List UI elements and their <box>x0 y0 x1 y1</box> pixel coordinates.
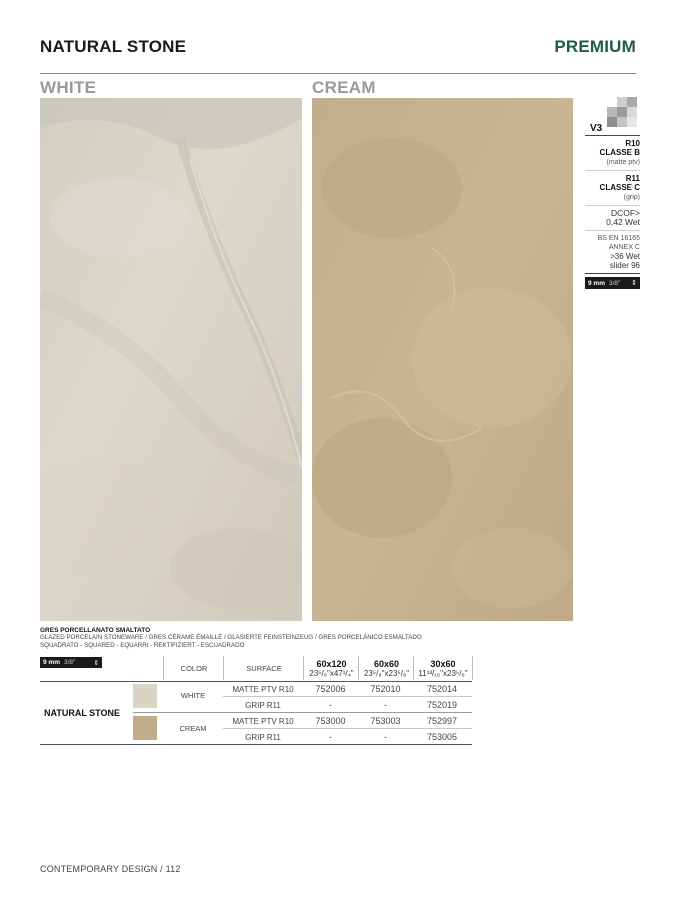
r10-title: R10 <box>625 139 640 148</box>
r11-title: R11 <box>625 174 640 183</box>
table-thickness-badge <box>40 657 102 668</box>
row-3-code-2: 753003 <box>370 716 401 726</box>
bs-line-2: ANNEX C <box>608 244 640 251</box>
size-2-main: 60x60 <box>373 658 400 669</box>
r10-note: (matte ptv) <box>606 159 640 166</box>
swatch-label-cream: CREAM <box>312 78 376 97</box>
row-1-code-3: 752014 <box>426 684 458 694</box>
size-3-main: 30x60 <box>430 658 456 669</box>
row-1-code-2: 752010 <box>370 684 401 694</box>
bs-line-4: slider 96 <box>609 261 640 270</box>
table-row-divider <box>223 696 472 697</box>
row-color-white: WHITE <box>180 691 206 700</box>
color-chip-white <box>133 684 157 708</box>
header-divider <box>40 73 636 74</box>
bs-line-1: BS EN 16165 <box>597 235 640 242</box>
column-header-color <box>163 656 224 680</box>
thickness-mm: 9 mm <box>588 279 605 287</box>
row-4-code-1: - <box>329 732 332 742</box>
thickness-in: 3/8" <box>608 279 621 287</box>
swatch-image-white <box>40 98 302 621</box>
bs-spec <box>585 231 640 274</box>
description-line-1: GLAZED PORCELAIN STONEWARE / GRES CÉRAME ÉMAILLÉ / GLASIERTE FEINSTEINZEUG / GRES PORCELÁNICO ESMALTADO <box>40 634 422 642</box>
column-header-color-label: COLOR <box>180 663 208 673</box>
row-3-code-3: 752997 <box>426 716 458 726</box>
variation-icon <box>607 97 637 127</box>
table-group-divider <box>133 712 472 713</box>
row-3-code-1: 753000 <box>315 716 346 726</box>
page-footer: CONTEMPORARY DESIGN / 112 <box>40 864 181 874</box>
size-3-sub: 11¹³/₁₆"x23⁵/₈" <box>418 668 468 678</box>
row-2-code-2: - <box>384 700 387 710</box>
color-chip-cream <box>133 716 157 740</box>
table-header-rule <box>40 681 472 682</box>
column-header-size-3 <box>413 656 473 680</box>
product-description <box>40 627 480 649</box>
row-1-code-1: 752006 <box>315 684 346 694</box>
size-2-sub: 23⁵/₈"x23⁵/₈" <box>363 668 410 678</box>
r10-class: CLASSE B <box>599 148 640 157</box>
row-4-surface: GRIP R11 <box>245 733 281 742</box>
row-2-surface: GRIP R11 <box>245 701 281 710</box>
description-heading: GRES PORCELLANATO SMALTATO <box>40 627 151 634</box>
row-2-code-3: 752019 <box>426 700 458 710</box>
r11-class: CLASSE C <box>599 183 640 192</box>
premium-badge: PREMIUM <box>554 37 636 56</box>
column-header-size-1 <box>303 656 359 680</box>
dcof-line-2: 0,42 Wet <box>606 217 640 227</box>
table-thickness-mm: 9 mm <box>43 659 60 666</box>
column-header-surface <box>223 656 304 680</box>
r11-note: (grip) <box>623 194 640 201</box>
r10-spec <box>585 136 640 171</box>
table-bottom-rule <box>40 744 472 745</box>
swatch-label-white: WHITE <box>40 78 97 97</box>
dcof-line-1: DCOF> <box>610 208 640 218</box>
up-down-arrow-icon: ⇕ <box>93 659 99 667</box>
row-4-code-3: 753005 <box>426 732 458 742</box>
size-1-sub: 23⁵/₈"x47¹/₄" <box>309 668 354 678</box>
size-1-main: 60x120 <box>316 658 347 669</box>
row-1-surface: MATTE PTV R10 <box>232 685 294 694</box>
series-name: NATURAL STONE <box>44 708 121 718</box>
dcof-spec <box>585 206 640 231</box>
up-down-arrow-icon: ⇕ <box>631 279 637 287</box>
r11-spec <box>585 171 640 206</box>
row-2-code-1: - <box>329 700 332 710</box>
row-4-code-2: - <box>384 732 387 742</box>
spec-sidebar <box>585 97 640 289</box>
row-3-surface: MATTE PTV R10 <box>232 717 294 726</box>
table-thickness-in: 3/8" <box>63 659 76 666</box>
row-color-cream: CREAM <box>179 724 207 733</box>
column-header-surface-label: SURFACE <box>246 663 282 673</box>
table-row-divider <box>223 728 472 729</box>
column-header-size-2 <box>358 656 414 680</box>
swatch-image-cream <box>312 98 573 621</box>
variation-label: V3 <box>590 123 603 134</box>
thickness-badge <box>585 277 640 289</box>
page-title: NATURAL STONE <box>40 37 187 56</box>
bs-line-3: >36 Wet <box>610 252 640 261</box>
description-line-2: SQUADRATO - SQUARED - EQUARRI - REKTIFIZIERT - ESCUADRADO <box>40 641 245 649</box>
variation-row <box>585 97 640 136</box>
